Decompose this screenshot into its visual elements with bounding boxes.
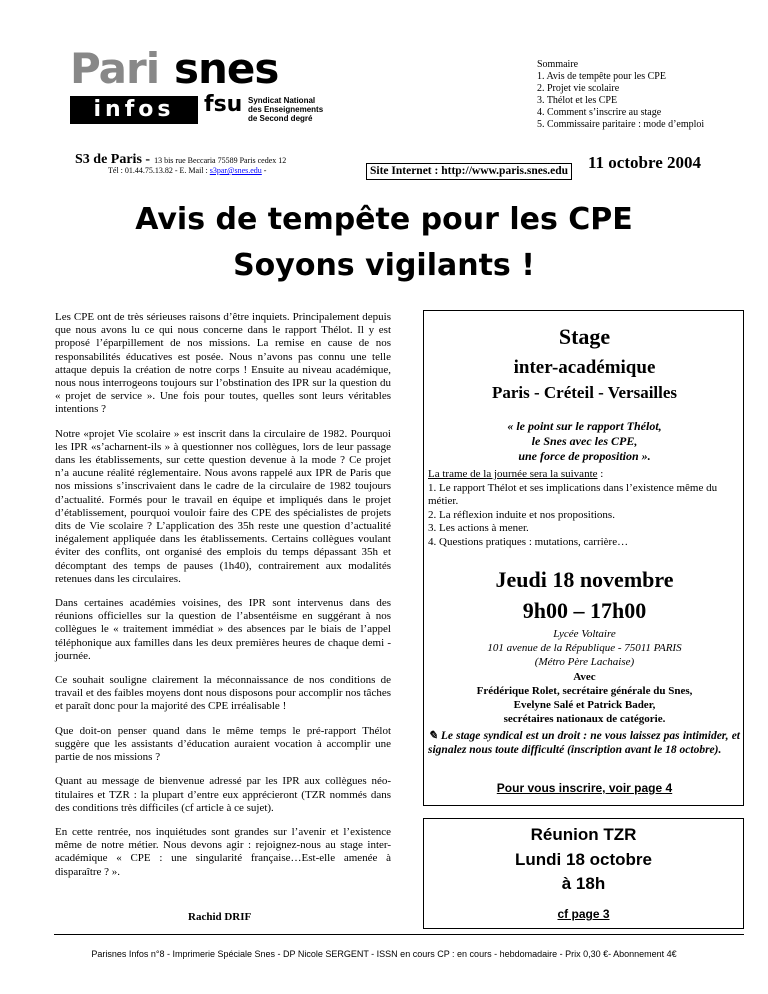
sommaire	[537, 59, 704, 131]
tzr-box	[423, 818, 744, 929]
article-paragraph: Les CPE ont de très sérieuses raisons d’être inquiets. Principalement depuis que nous avons lu ce qui nous concerne dans le rapport Thélot. Il y est proposé l’éparpillement de nos missions. La remise en cause de nos responsabilités éducatives est posée. Nous n’avons pas connu une telle attaque depuis la création de notre corps ! Ensuite au niveau académique, nous nous interrogeons toujours sur l’obstination des IPR sur la question du « projet de service ». Une fois pour toutes, quelles sont leurs véritables intentions ?	[55, 311, 391, 416]
logo-pari-text: Pari	[70, 44, 160, 93]
stage-subtitle: inter-académique	[513, 357, 656, 378]
article-signature: Rachid DRIF	[188, 911, 252, 923]
stage-speakers-line: Evelyne Salé et Patrick Bader,	[513, 699, 656, 711]
sommaire-item: 2. Projet vie scolaire	[537, 83, 620, 94]
stage-program-title: La trame de la journée sera la suivante	[428, 468, 598, 480]
stage-speakers-line: Avec	[573, 671, 596, 683]
stage-venue-line: Lycée Voltaire	[553, 628, 616, 640]
stage-rights-note	[428, 729, 740, 757]
logo-infos-text: infos	[70, 96, 198, 124]
sommaire-title: Sommaire	[537, 59, 579, 70]
issue-date: 11 octobre 2004	[588, 153, 702, 172]
sommaire-item: 5. Commissaire paritaire : mode d’emploi	[537, 119, 705, 130]
tzr-page-reference[interactable]: cf page 3	[557, 907, 610, 921]
stage-program-item: 2. La réflexion induite et nos propositions.	[428, 508, 615, 521]
stage-registration-link[interactable]: Pour vous inscrire, voir page 4	[496, 781, 673, 795]
footer-text: Parisnes Infos n°8 - Imprimerie Spéciale Snes - DP Nicole SERGENT - ISSN en cours CP : en cours - hebdomadaire - Prix 0,30 €- Abonnement 4€	[91, 949, 677, 959]
website-box[interactable]: Site Internet : http://www.paris.snes.edu	[366, 163, 572, 180]
contact-separator: -	[263, 166, 267, 175]
stage-speakers-line: Frédérique Rolet, secrétaire générale du Snes,	[476, 685, 693, 697]
main-title-line1: Avis de tempête pour les CPE	[135, 202, 633, 237]
article-paragraph: Dans certaines académies voisines, des IPR sont intervenus dans des réunions officielles sur la question de l’absentéisme en suggérant à nos collègues le « traitement immédiat » des absences par le biais de l’appel téléphonique aux familles dans les deux premières heures de chaque demi -journée.	[55, 597, 391, 662]
stage-quote-line: une force de proposition ».	[518, 449, 651, 463]
parisnes-logo	[70, 46, 345, 134]
contact-line	[108, 166, 266, 175]
stage-speakers	[424, 670, 745, 726]
stage-box	[423, 310, 744, 806]
footer-divider	[54, 934, 744, 935]
logo-fsu-text: fsu	[204, 92, 243, 117]
tzr-time: à 18h	[561, 874, 606, 893]
tzr-date: Lundi 18 octobre	[515, 850, 652, 869]
stage-program-item: 3. Les actions à mener.	[428, 522, 529, 534]
tzr-title: Réunion TZR	[530, 825, 637, 844]
logo-syndicat-text: Syndicat National des Enseignements de Second degré	[248, 96, 324, 123]
stage-program-colon: :	[597, 468, 604, 480]
email-link[interactable]: s3par@snes.edu	[209, 166, 262, 175]
article-body	[55, 311, 391, 890]
contact-phone: Tél : 01.44.75.13.82 - E. Mail :	[108, 166, 208, 175]
main-title-line2: Soyons vigilants !	[233, 248, 535, 283]
s3-title: S3 de Paris -	[75, 152, 151, 167]
sommaire-item: 4. Comment s’inscrire au stage	[537, 107, 662, 118]
stage-program	[428, 468, 740, 549]
sommaire-item: 1. Avis de tempête pour les CPE	[537, 71, 666, 82]
article-paragraph: Ce souhait souligne clairement la méconnaissance de nos conditions de travail et des faibles moyens dont nous disposons pour accomplir nos tâches et paraît donc pour la majorité des CPE irréalisable !	[55, 674, 391, 713]
stage-venue	[424, 627, 745, 669]
s3-address: 13 bis rue Beccaria 75589 Paris cedex 12	[154, 156, 287, 165]
stage-speakers-line: secrétaires nationaux de catégorie.	[503, 713, 666, 725]
stage-hours: 9h00 – 17h00	[522, 598, 647, 623]
article-paragraph: Que doit-on penser quand dans le même temps le pré-rapport Thélot suggère que les assistants d’éducation auraient vocation à accomplir une partie de nos missions ?	[55, 724, 391, 764]
stage-venue-line: 101 avenue de la République - 75011 PARIS	[487, 642, 682, 654]
stage-quote-line: le Snes avec les CPE,	[531, 434, 638, 448]
sommaire-item: 3. Thélot et les CPE	[537, 95, 618, 106]
stage-rights-text: Le stage syndical est un droit : ne vous laissez pas intimider, et signalez nous toute difficulté (inscription avant le 18 octobre).	[428, 730, 740, 756]
article-paragraph: Notre «projet Vie scolaire » est inscrit dans la circulaire de 1982. Pourquoi les IPR «s’acharnent-ils » à questionner nos collègues, lors de leur passage dans les établissements, sur cette question devenue à la mode ? Ce projet n’a aucune réalité réglementaire. Nous avons rappelé aux IPR de Paris que nos missions s’inscrivaient dans le cadre de la circulaire de 1982 toujours d’actualité. Formés pour le travail en équipe et impliqués dans le projet d’établissement, pourquoi vouloir faire des CPE des spécialistes de projets dits de Vie scolaire ? L’application des 35h reste une question d’actualité inégalement appliquée dans les établissements. Certains collègues voulant éviter des conflits, ont organisé des emplois du temps dépassant 35h et décomptant des temps de pauses (1h40), contrairement aux modalités retenues dans les circulaires.	[55, 427, 391, 585]
stage-program-item: 1. Le rapport Thélot et ses implications dans l’existence même du métier.	[428, 481, 718, 507]
stage-locations: Paris - Créteil - Versailles	[491, 383, 678, 402]
stage-venue-line: (Métro Père Lachaise)	[534, 656, 635, 668]
stage-quote-line: « le point sur le rapport Thélot,	[507, 419, 662, 433]
logo-snes-text: snes	[174, 44, 279, 93]
stage-date: Jeudi 18 novembre	[495, 567, 674, 592]
stage-quote	[424, 419, 745, 464]
stage-title: Stage	[558, 324, 611, 349]
stage-program-item: 4. Questions pratiques : mutations, carrière…	[428, 535, 629, 548]
article-paragraph: En cette rentrée, nos inquiétudes sont grandes sur l’avenir et l’existence même de notre métier. Nous devons agir : rejoignez-nous au stage inter-académique « CPE : une singularité française…Est-elle amenée à disparaître ? ».	[55, 825, 391, 878]
pencil-icon: ✎	[428, 730, 438, 742]
article-paragraph: Quant au message de bienvenue adressé par les IPR aux collègues néo-titulaires et TZR : la plupart d’entre eux apprécieront (TZR nommés dans des conditions très difficiles (cf article à ce sujet).	[55, 775, 391, 814]
